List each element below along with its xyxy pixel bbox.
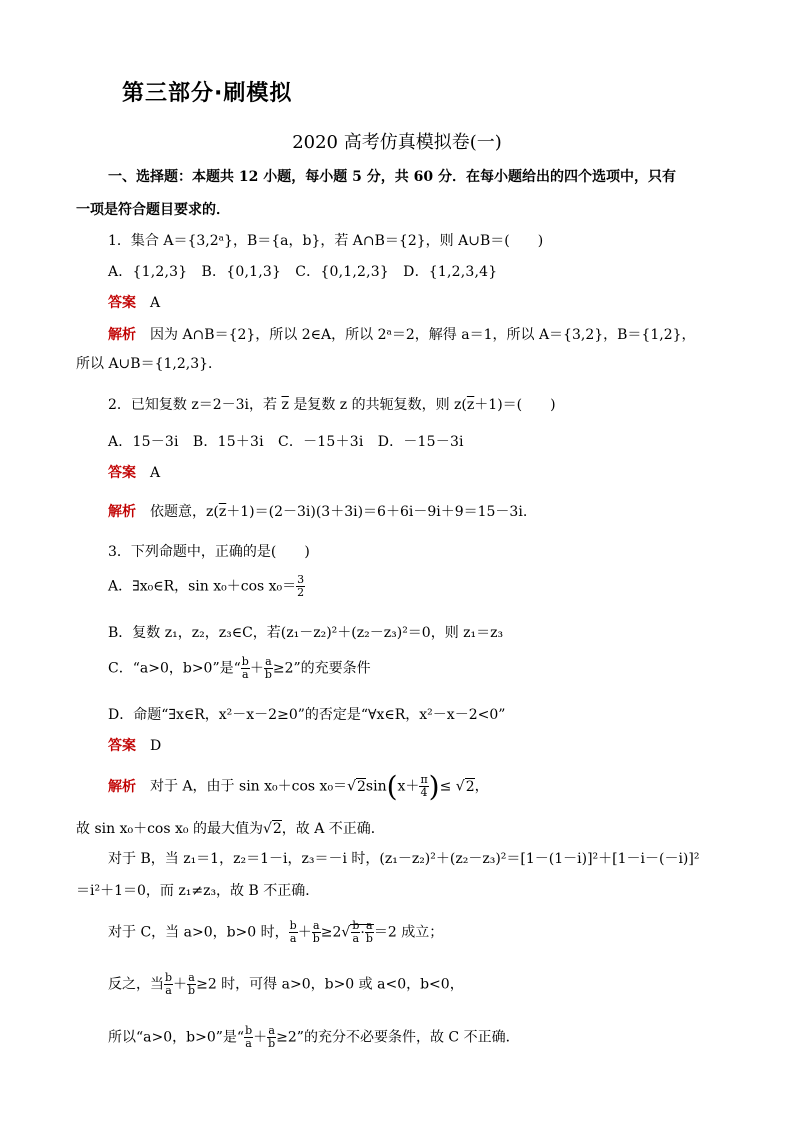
q1-answer: A <box>150 295 161 311</box>
numerator: b <box>241 655 249 668</box>
q3-analysis-line3: 对于 B，当 z₁＝1，z₂＝1－i，z₃＝－i 时，(z₁－z₂)²＋(z₂－z₃)²＝[1－(1－i)]²＋[1－i－(－i)]² <box>108 851 700 867</box>
right-paren: ) <box>428 770 440 803</box>
answer-label: 答案 <box>108 738 136 754</box>
q3-an1-pre: 对于 A，由于 sin x₀＋cos x₀＝ <box>150 778 348 795</box>
denominator: b <box>365 932 373 945</box>
q2-stem-post: ＋1)＝( ) <box>474 397 556 413</box>
analysis-label: 解析 <box>108 327 136 343</box>
fraction <box>241 656 250 681</box>
q3-analysis-line5: 对于 C，当 a>0，b>0 时， $\frac{b}{a}$ ＋ $\frac{a}{b}$ ≥2√ $\frac{b}{a}$ · $\frac{a}{b}$ ＝2 成立； <box>108 919 444 945</box>
denominator: a <box>165 984 172 997</box>
q2-answer-line <box>108 462 160 482</box>
numerator: b <box>245 1024 253 1037</box>
q1-analysis-line2: 所以 A∪B＝{1,2,3}． <box>76 356 223 372</box>
denominator: a <box>352 932 360 945</box>
q3-an1-end: ， <box>474 778 489 795</box>
q3-stem: 3．下列命题中，正确的是( ) <box>108 544 310 560</box>
q2-answer: A <box>150 465 161 481</box>
q3-option-c-post: ≥2”的充要条件 <box>272 660 371 677</box>
part-title: 第三部分·刷模拟 <box>122 81 293 106</box>
fraction <box>289 920 298 945</box>
q3-an7-pre: 所以“a>0，b>0”是“ <box>108 1029 245 1046</box>
left-paren: ( <box>386 770 398 803</box>
numerator: a <box>268 1024 275 1037</box>
q3-an2-pre: 故 sin x₀＋cos x₀ 的最大值为 <box>76 821 263 837</box>
denominator: 2 <box>297 586 305 599</box>
numerator: a <box>265 655 272 668</box>
q3-an1-sin: sin <box>365 778 387 795</box>
q2-options: A．15－3i B．15＋3i C．－15＋3i D．－15－3i <box>108 434 464 450</box>
q3-answer-line <box>108 735 161 755</box>
q3-answer: D <box>150 738 162 754</box>
analysis-label: 解析 <box>108 778 136 795</box>
q3-analysis-line6: 反之，当 $\frac{b}{a}$ ＋ $\frac{a}{b}$ ≥2 时，可得 a>0，b>0 或 a<0，b<0， <box>108 971 464 997</box>
q3-option-c-pre: C．“a>0，b>0”是“ <box>108 660 241 677</box>
fraction <box>244 1025 253 1050</box>
numerator: b <box>165 971 173 984</box>
numerator: 3 <box>297 573 305 586</box>
q3-an5-pre: 对于 C，当 a>0，b>0 时， <box>108 924 289 941</box>
q1-analysis-line1 <box>108 324 696 344</box>
q3-an6-post: ≥2 时，可得 a>0，b>0 或 a<0，b<0， <box>196 976 464 993</box>
fraction <box>264 656 273 681</box>
denominator: b <box>188 984 196 997</box>
denominator: a <box>245 1037 252 1050</box>
numerator: b <box>289 919 297 932</box>
analysis-label: 解析 <box>108 504 136 520</box>
q2-analysis-pre: 依题意，z( <box>150 504 219 520</box>
q2-analysis-post: ＋1)＝(2－3i)(3＋3i)＝6＋6i－9i＋9＝15－3i. <box>226 504 528 520</box>
q2-stem-mid: 是复数 z 的共轭复数，则 z( <box>288 397 467 413</box>
q3-an1-inner: x＋ <box>397 778 420 795</box>
denominator: a <box>289 932 297 945</box>
q3-option-a-text: A．∃x₀∈R，sin x₀＋cos x₀＝ <box>108 578 297 595</box>
q2-analysis <box>108 501 527 521</box>
sqrt-radicand: 2 <box>356 778 366 795</box>
answer-label: 答案 <box>108 465 136 481</box>
fraction <box>351 920 360 945</box>
numerator: π <box>420 773 428 786</box>
q2-stem <box>108 394 556 414</box>
sqrt-radicand: 2 <box>465 778 475 795</box>
sqrt-radicand: $\frac{b}{a}$ · $\frac{a}{b}$ <box>352 919 373 945</box>
fraction <box>164 972 173 997</box>
q1-stem: 1．集合 A＝{3,2ᵃ}，B＝{a，b}，若 A∩B＝{2}，则 A∪B＝( ) <box>108 233 544 249</box>
q3-analysis-line7: 所以“a>0，b>0”是“ $\frac{b}{a}$ ＋ $\frac{a}{b}$ ≥2”的充分不必要条件，故 C 不正确． <box>108 1024 520 1050</box>
exam-title: 2020 高考仿真模拟卷(一) <box>292 132 502 153</box>
section-instruction-line1: 一、选择题：本题共 12 小题，每小题 5 分，共 60 分．在每小题给出的四个选项中，只有 <box>108 169 676 185</box>
q1-options: A．{1,2,3} B．{0,1,3} C．{0,1,2,3} D．{1,2,3,4} <box>108 264 498 280</box>
fraction <box>267 1025 276 1050</box>
q1-analysis-text: 因为 A∩B＝{2}，所以 2∈A，所以 2ᵃ＝2，解得 a＝1，所以 A＝{3,2}，B＝{1,2}， <box>150 327 696 343</box>
q3-an5-mid: ≥2 <box>320 924 342 941</box>
fraction <box>187 972 196 997</box>
q3-an2-post: ，故 A 不正确． <box>281 821 385 837</box>
q3-option-a <box>108 574 305 599</box>
q3-analysis-line4: ＝i²＋1＝0，而 z₁≠z₃，故 B 不正确． <box>76 883 320 899</box>
numerator: a <box>188 971 195 984</box>
numerator: b <box>352 919 360 932</box>
q3-analysis-line1: 解析 对于 A，由于 sin x₀＋cos x₀＝√2sin(x＋ $\frac{\pi}{4}$ )≤ √2， <box>108 770 489 803</box>
fraction <box>365 920 374 945</box>
q3-an6-pre: 反之，当 <box>108 976 164 993</box>
q3-an5-post: ＝2 成立； <box>373 924 444 941</box>
fraction <box>296 574 305 599</box>
q2-zbar: $\overline{z}$ <box>281 397 289 413</box>
denominator: b <box>264 668 272 681</box>
q3-option-d: D．命题“∃x∈R，x²－x－2≥0”的否定是“∀x∈R，x²－x－2<0” <box>108 707 506 723</box>
q3-option-c: C．“a>0，b>0”是“ $\frac{b}{a}$ ＋ $\frac{a}{b}$ ≥2”的充要条件 <box>108 655 371 681</box>
denominator: b <box>312 932 320 945</box>
denominator: a <box>242 668 249 681</box>
denominator: 4 <box>420 786 428 799</box>
q3-analysis-line2: 故 sin x₀＋cos x₀ 的最大值为√2，故 A 不正确． <box>76 821 385 837</box>
numerator: a <box>312 919 320 932</box>
denominator: b <box>268 1037 276 1050</box>
q2-stem-pre: 2．已知复数 z＝2－3i，若 <box>108 397 282 413</box>
answer-label: 答案 <box>108 295 136 311</box>
q3-an7-post: ≥2”的充分不必要条件，故 C 不正确． <box>276 1029 520 1046</box>
q2-analysis-zbar: $\overline{z}$ <box>218 504 227 520</box>
numerator: a <box>366 919 373 932</box>
q2-zbar-2: $\overline{z}$ <box>466 397 475 413</box>
fraction <box>312 920 321 945</box>
fraction <box>419 774 428 799</box>
sqrt-radicand: 2 <box>272 821 282 837</box>
q3-an1-post: ≤ <box>439 778 456 795</box>
section-instruction-line2: 一项是符合题目要求的． <box>76 202 230 218</box>
q1-answer-line <box>108 292 160 312</box>
q3-option-b: B．复数 z₁，z₂，z₃∈C，若(z₁－z₂)²＋(z₂－z₃)²＝0，则 z₁＝z₃ <box>108 625 504 641</box>
